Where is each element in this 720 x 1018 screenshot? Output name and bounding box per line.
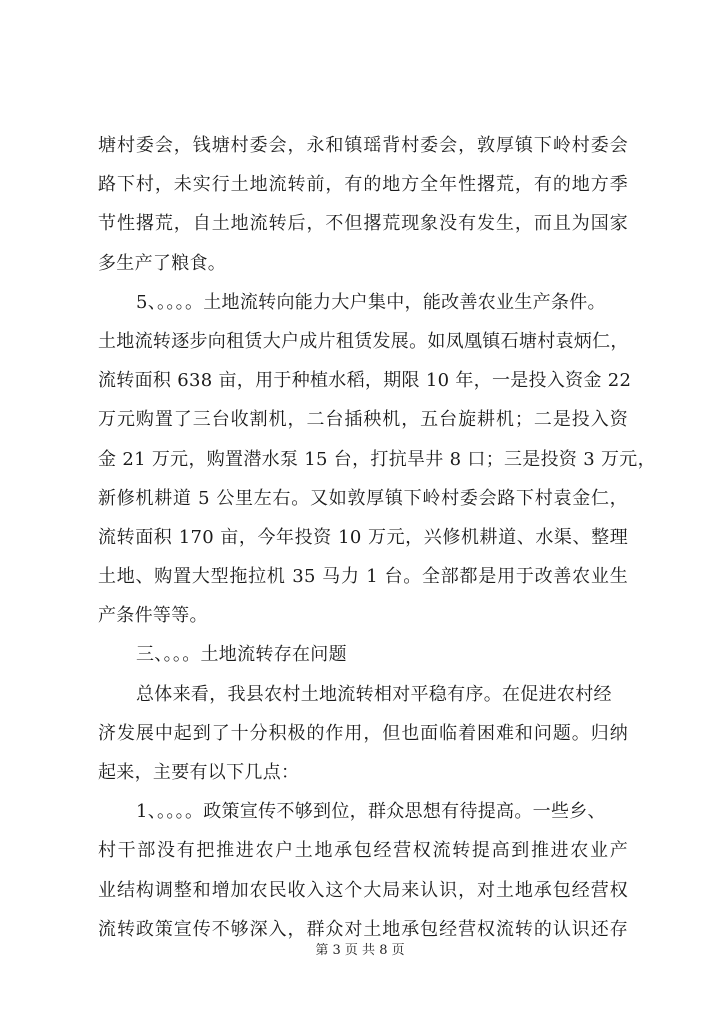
text-line: 村干部没有把推进农户土地承包经营权流转提高到推进农业产 xyxy=(98,840,628,862)
text-line: 多生产了粮食。 xyxy=(98,252,227,274)
text-line: 新修机耕道 5 公里左右。又如敦厚镇下岭村委会路下村袁金仁， xyxy=(98,487,628,509)
text-line: 万元购置了三台收割机，二台插秧机，五台旋耕机；二是投入资 xyxy=(98,409,628,431)
text-line: 流转面积 170 亩，今年投资 10 万元，兴修机耕道、水渠、整理 xyxy=(98,526,628,548)
paragraph-start-line: 1、。。。。政策宣传不够到位，群众思想有待提高。一些乡、 xyxy=(136,801,606,823)
text-line: 流转面积 638 亩，用于种植水稻，期限 10 年，一是投入资金 22 xyxy=(98,370,632,392)
page-number-footer: 第 3 页 共 8 页 xyxy=(315,943,405,958)
text-line: 流转政策宣传不够深入，群众对土地承包经营权流转的认识还存 xyxy=(98,918,628,940)
text-line: 节性撂荒，自土地流转后，不但撂荒现象没有发生，而且为国家 xyxy=(98,213,628,235)
text-line: 塘村委会，钱塘村委会，永和镇瑶背村委会，敦厚镇下岭村委会 xyxy=(98,135,628,156)
text-line: 产条件等等。 xyxy=(98,605,208,627)
text-line: 土地流转逐步向租赁大户成片租赁发展。如凤凰镇石塘村袁炳仁， xyxy=(98,330,629,352)
text-line: 路下村，未实行土地流转前，有的地方全年性撂荒，有的地方季 xyxy=(98,174,628,196)
document-body xyxy=(98,126,656,949)
paragraph-start-line: 5、。。。。土地流转向能力大户集中，能改善农业生产条件。 xyxy=(136,291,606,313)
text-line: 金 21 万元，购置潜水泵 15 台，打抗旱井 8 口；三是投资 3 万元， xyxy=(98,448,656,470)
text-line: 济发展中起到了十分积极的作用，但也面临着困难和问题。归纳 xyxy=(98,722,628,744)
paragraph-start-line: 总体来看，我县农村土地流转相对平稳有序。在促进农村经 xyxy=(136,683,612,705)
text-line: 业结构调整和增加农民收入这个大局来认识，对土地承包经营权 xyxy=(98,879,628,901)
text-line: 土地、购置大型拖拉机 35 马力 1 台。全部都是用于改善农业生 xyxy=(98,566,628,588)
section-heading: 三、。。。土地流转存在问题 xyxy=(136,644,347,666)
text-line: 起来，主要有以下几点： xyxy=(98,762,300,783)
